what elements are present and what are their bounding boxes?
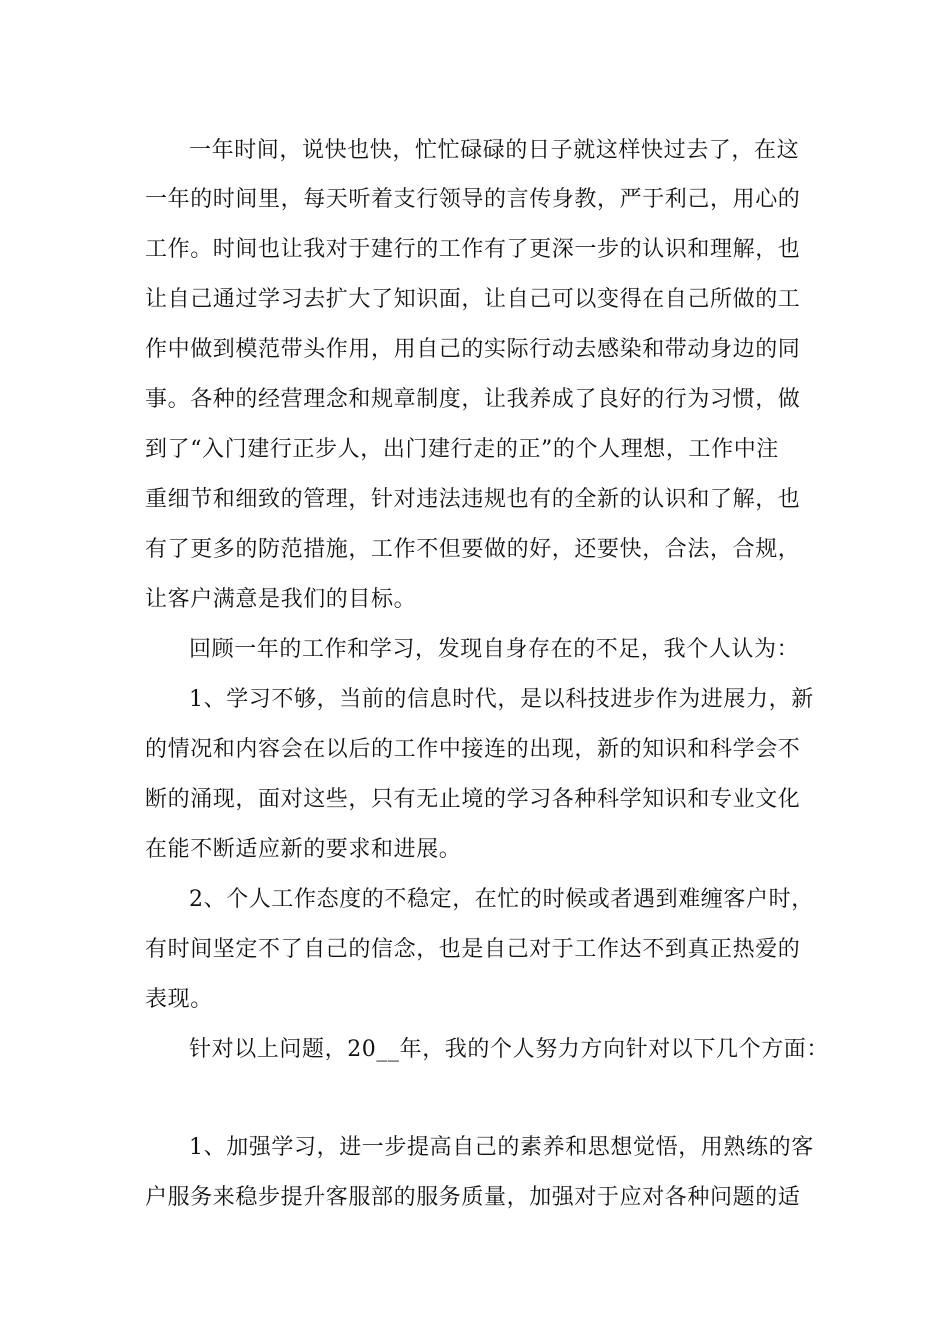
text-line: 回顾一年的工作和学习，发现自身存在的不足，我个人认为： (189, 637, 800, 662)
text-line: 表现。 (145, 987, 213, 1012)
text-line: 一年的时间里，每天听着支行领导的言传身教，严于利己，用心的 (145, 187, 801, 212)
text-line: 事。各种的经营理念和规章制度，让我养成了良好的行为习惯，做 (145, 387, 801, 412)
text-line: 有时间坚定不了自己的信念，也是自己对于工作达不到真正热爱的 (145, 937, 801, 962)
text-line: 一年时间，说快也快，忙忙碌碌的日子就这样快过去了，在这 (189, 138, 800, 163)
text-line: 到了“入门建行正步人，出门建行走的正”的个人理想，工作中注 (145, 437, 779, 462)
text-line: 1、加强学习，进一步提高自己的素养和思想觉悟，用熟练的客 (189, 1135, 814, 1160)
text-line: 有了更多的防范措施，工作不但要做的好，还要快，合法，合规， (145, 537, 801, 562)
text-line: 断的涌现，面对这些，只有无止境的学习各种科学知识和专业文化 (145, 787, 801, 812)
text-line: 作中做到模范带头作用，用自己的实际行动去感染和带动身边的同 (145, 337, 801, 362)
text-line: 针对以上问题，20__年，我的个人努力方向针对以下几个方面： (189, 1037, 829, 1062)
text-line: 在能不断适应新的要求和进展。 (145, 837, 462, 862)
text-line: 1、学习不够，当前的信息时代，是以科技进步作为进展力，新 (189, 687, 814, 712)
text-line: 让自己通过学习去扩大了知识面，让自己可以变得在自己所做的工 (145, 287, 801, 312)
text-line: 工作。时间也让我对于建行的工作有了更深一步的认识和理解，也 (145, 237, 801, 262)
text-line: 的情况和内容会在以后的工作中接连的出现，新的知识和科学会不 (145, 737, 801, 762)
text-line: 重细节和细致的管理，针对违法违规也有的全新的认识和了解，也 (145, 487, 801, 512)
text-line: 户服务来稳步提升客服部的服务质量，加强对于应对各种问题的适 (145, 1185, 801, 1210)
text-line: 让客户满意是我们的目标。 (145, 587, 417, 612)
text-line: 2、个人工作态度的不稳定，在忙的时候或者遇到难缠客户时， (189, 887, 814, 912)
